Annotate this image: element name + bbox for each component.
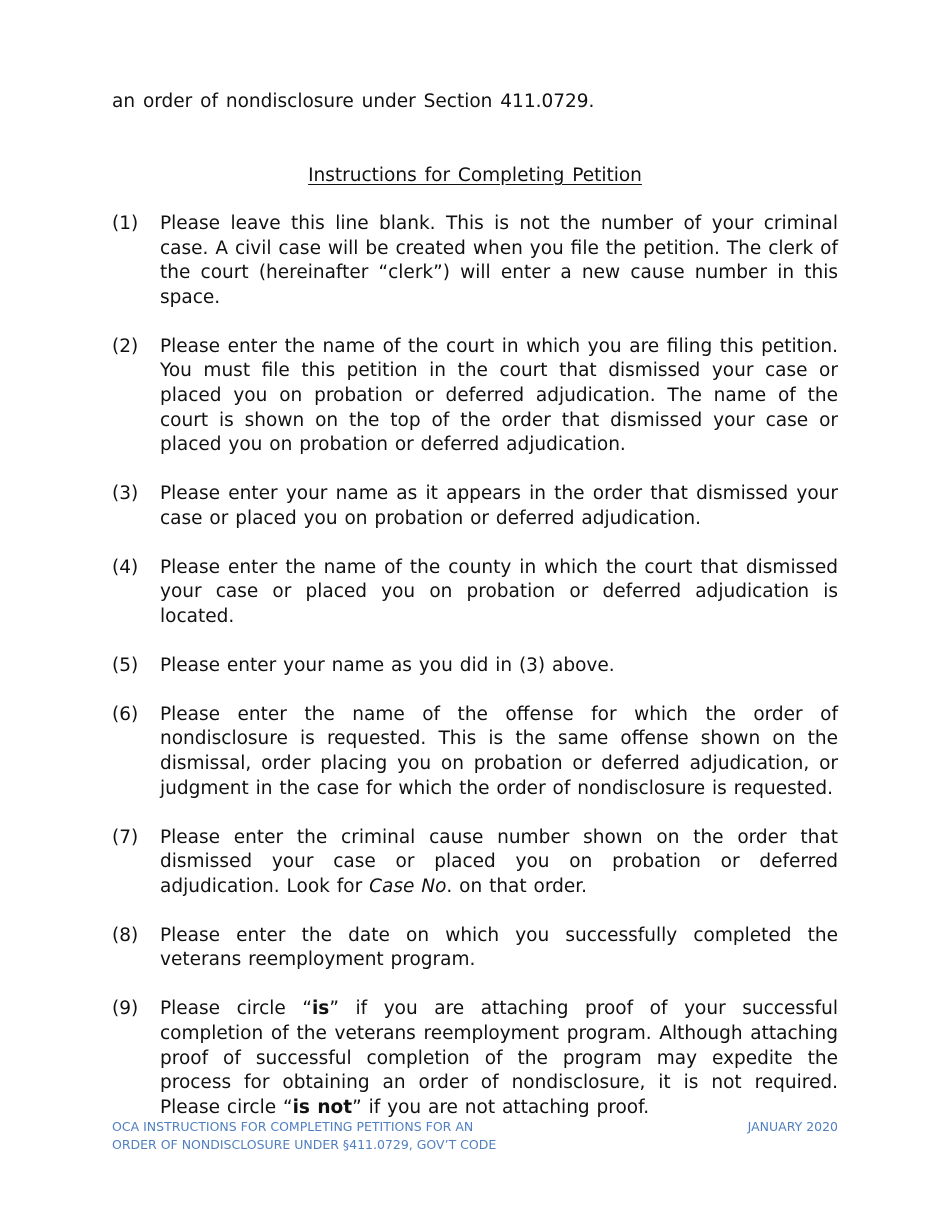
case-no-italic: Case No	[369, 875, 447, 897]
item-text	[160, 826, 838, 900]
item-text-segment: Please enter the criminal cause number shown on the order that dismissed your case or placed you on probation or deferred adjudication. Look for	[160, 826, 838, 897]
item-number: (3)	[112, 483, 139, 505]
item-text-segment: Please circle “	[160, 998, 312, 1020]
list-item	[112, 482, 838, 531]
item-number: (9)	[112, 998, 139, 1020]
list-item	[112, 997, 838, 1120]
item-text	[160, 997, 838, 1120]
item-text: Please enter the name of the county in which the court that dismissed your case or placed you on probation or deferred adjudication is located.	[160, 556, 838, 627]
list-item	[112, 212, 838, 310]
footer-left-line1: OCA INSTRUCTIONS FOR COMPLETING PETITIONS FOR AN	[112, 1119, 474, 1134]
item-number: (5)	[112, 654, 139, 676]
bold-is-not: is not	[292, 1096, 353, 1118]
list-item	[112, 703, 838, 801]
item-text: Please leave this line blank. This is not the number of your criminal case. A civil case will be created when you file the petition. The clerk of the court (hereinafter “clerk”) will enter a new cause number in this space.	[160, 213, 838, 308]
item-number: (4)	[112, 556, 139, 578]
item-text: Please enter the name of the court in which you are filing this petition. You must file this petition in the court that dismissed your case or placed you on probation or deferred adjudication. The name of the court is shown on the top of the order that dismissed your case or placed you on probation or deferred adjudication.	[160, 335, 838, 456]
item-text: Please enter your name as it appears in the order that dismissed your case or placed you on probation or deferred adjudication.	[160, 483, 838, 529]
list-item	[112, 654, 838, 679]
instructions-list	[112, 212, 838, 1145]
intro-line: an order of nondisclosure under Section 411.0729.	[112, 91, 595, 112]
item-number: (8)	[112, 924, 139, 946]
page-title: Instructions for Completing Petition	[308, 165, 642, 186]
footer-left-line2: ORDER OF NONDISCLOSURE UNDER §411.0729, GOV’T CODE	[112, 1137, 497, 1152]
item-text-segment: ” if you are attaching proof of your successful completion of the veterans reemployment program. Although attaching proof of successful completion of the program may expedite the process for obtaining an order of nondisclosure, it is not required. Please circle “	[160, 998, 838, 1118]
list-item	[112, 556, 838, 630]
item-number: (7)	[112, 826, 139, 848]
item-number: (1)	[112, 213, 139, 234]
item-number: (6)	[112, 703, 139, 725]
list-item	[112, 335, 838, 458]
footer-date: JANUARY 2020	[747, 1119, 838, 1134]
item-text: Please enter the name of the offense for which the order of nondisclosure is requested. This is the same offense shown on the dismissal, order placing you on probation or deferred adjudication, or judgment in the case for which the order of nondisclosure is requested.	[160, 703, 838, 799]
item-text-segment: . on that order.	[446, 875, 588, 897]
item-text-segment: ” if you are not attaching proof.	[352, 1096, 650, 1118]
item-text: Please enter your name as you did in (3) above.	[160, 654, 615, 676]
item-number: (2)	[112, 335, 139, 357]
item-text: Please enter the date on which you successfully completed the veterans reemployment program.	[160, 924, 838, 971]
footer-left	[112, 1118, 496, 1154]
list-item	[112, 924, 838, 973]
bold-is: is	[311, 998, 330, 1020]
list-item	[112, 826, 838, 900]
